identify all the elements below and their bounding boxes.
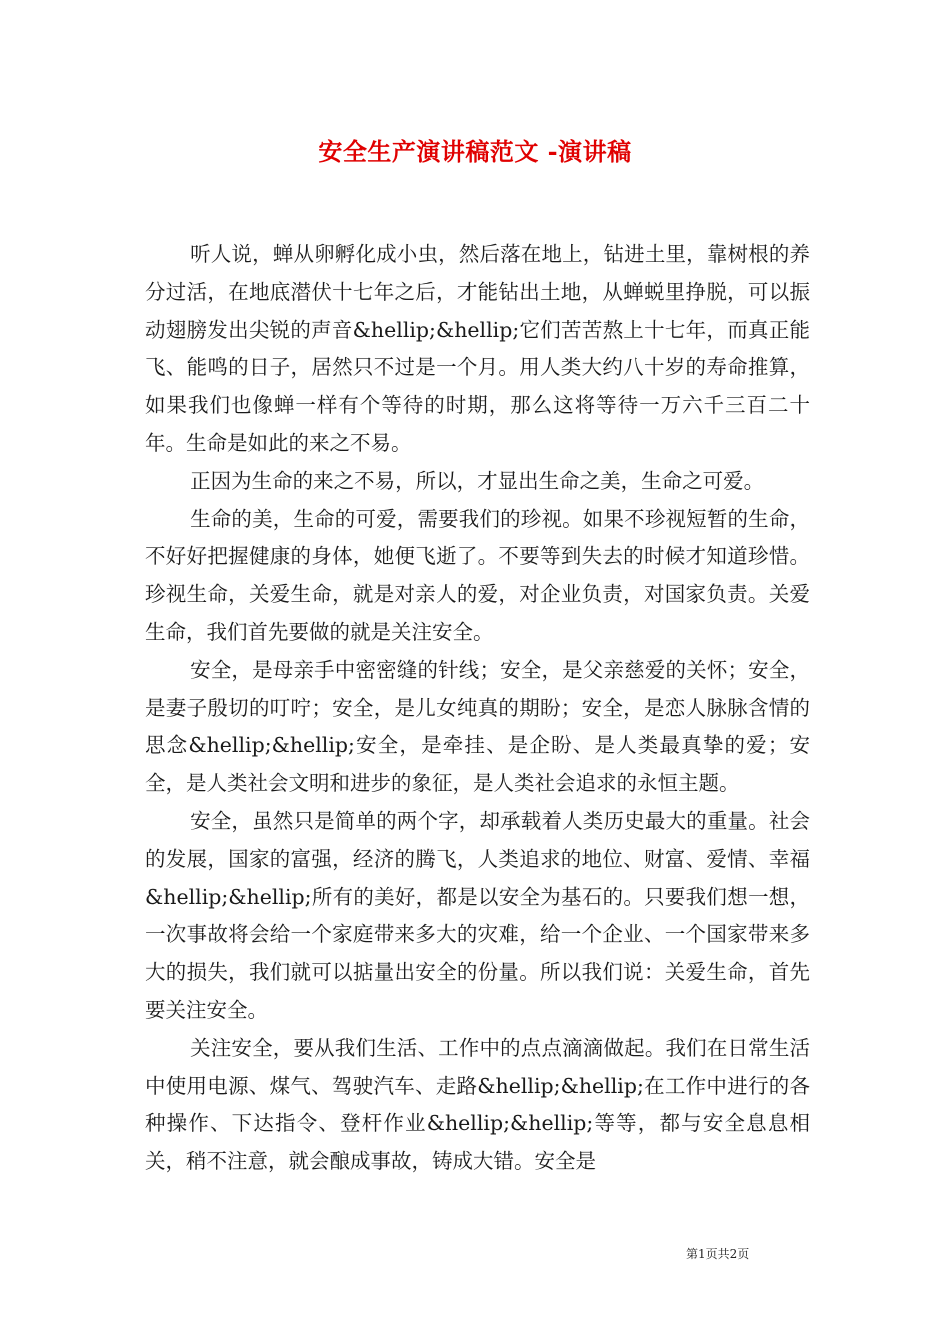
paragraph-3: 生命的美，生命的可爱，需要我们的珍视。如果不珍视短暂的生命，不好好把握健康的身体，她便飞逝了。不要等到失去的时候才知道珍惜。珍视生命，关爱生命，就是对亲人的爱，对企业负责，对国家负责。关爱生命，我们首先要做的就是关注安全。 [145,506,810,644]
paragraph-2: 正因为生命的来之不易，所以，才显出生命之美，生命之可爱。 [190,468,765,493]
document-title: 安全生产演讲稿范文 -演讲稿 [318,137,632,166]
page-number-label: 第1页共2页 [686,1247,750,1261]
paragraph-5: 安全，虽然只是简单的两个字，却承载着人类历史最大的重量。社会的发展，国家的富强，经济的腾飞，人类追求的地位、财富、爱情、幸福&hellip;&hellip;所有的美好，都是以安全为基石的。只要我们想一想，一次事故将会给一个家庭带来多大的灾难，给一个企业、一个国家带来多大的损失，我们就可以掂量出安全的份量。所以我们说：关爱生命，首先要关注安全。 [145,808,810,1022]
paragraph-1: 听人说，蝉从卵孵化成小虫，然后落在地上，钻进土里，靠树根的养分过活，在地底潜伏十七年之后，才能钻出土地，从蝉蜕里挣脱，可以振动翅膀发出尖锐的声音&hellip;&hellip;它们苦苦熬上十七年，而真正能飞、能鸣的日子，居然只不过是一个月。用人类大约八十岁的寿命推算，如果我们也像蝉一样有个等待的时期，那么这将等待一万六千三百二十年。生命是如此的来之不易。 [145,242,810,455]
paragraph-4: 安全，是母亲手中密密缝的针线；安全，是父亲慈爱的关怀；安全，是妻子殷切的叮咛；安全，是儿女纯真的期盼；安全，是恋人脉脉含情的思念&hellip;&hellip;安全，是牵挂、是企盼、是人类最真挚的爱；安全，是人类社会文明和进步的象征，是人类社会追求的永恒主题。 [145,657,810,796]
paragraph-6: 关注安全，要从我们生活、工作中的点点滴滴做起。我们在日常生活中使用电源、煤气、驾驶汽车、走路&hellip;&hellip;在工作中进行的各种操作、下达指令、登杆作业&hellip;&hellip;等等，都与安全息息相关，稍不注意，就会酿成事故，铸成大错。安全是 [145,1035,810,1174]
page-number-footer [686,1245,826,1262]
document-body [145,236,810,1181]
